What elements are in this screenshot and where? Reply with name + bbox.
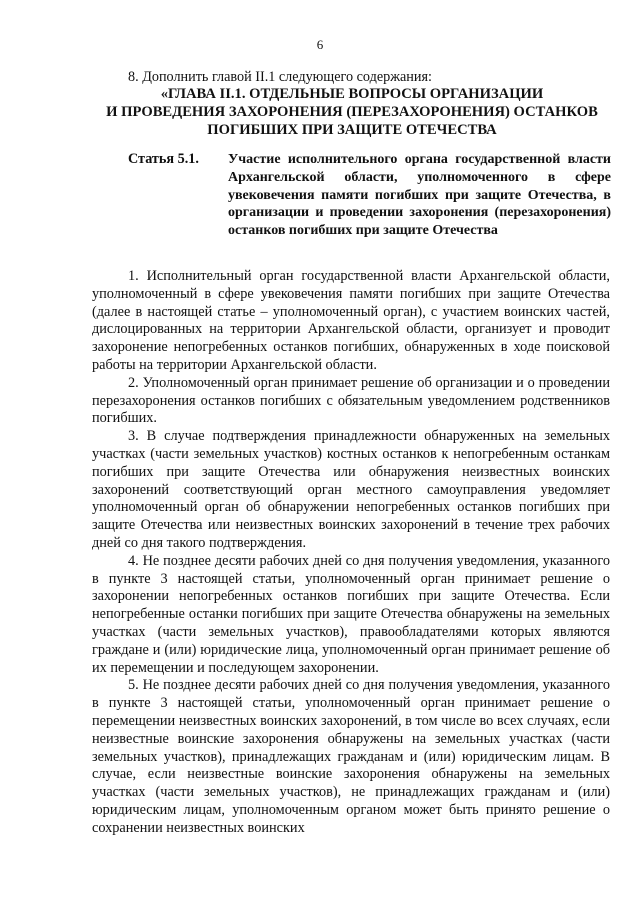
- article-title: Участие исполнительного органа государственной власти Архангельской области, уполномоченного в сфере увековечения памяти погибших при защите Отечества, в организации и проведении захоронения (перезахоронения) останков погибших при защите Отечества: [228, 152, 611, 239]
- article-number: Статья 5.1.: [128, 151, 199, 167]
- page-number: 6: [316, 37, 324, 52]
- chapter-title-line: ПОГИБШИХ ПРИ ЗАЩИТЕ ОТЕЧЕСТВА: [207, 122, 497, 138]
- paragraph: 3. В случае подтверждения принадлежности обнаруженных на земельных участках (части земельных участков) костных останков к непогребенным останкам погибших при защите Отечества или обнаружения неизвестных воинских захоронений соответствующий орган местного самоуправления уведомляет уполномоченный орган об обнаружении непогребенных останков погибших при защите Отечества или неизвестных воинских захоронений в течение трех рабочих дней со дня такого подтверждения.: [92, 428, 610, 551]
- paragraph: 2. Уполномоченный орган принимает решение об организации и о проведении перезахоронения останков погибших с обязательным уведомлением родственников погибших.: [92, 374, 610, 427]
- chapter-title: [92, 85, 612, 139]
- paragraph: 1. Исполнительный орган государственной власти Архангельской области, уполномоченный в сфере увековечения памяти погибших при защите Отечества (далее в настоящей статье – уполномоченный орган), с участием воинских частей, дислоцированных на территории Архангельской области, организует и проводит захоронение непогребенных останков погибших, обнаруженных в ходе поисковой работы на территории Архангельской области.: [92, 268, 610, 373]
- paragraph: 5. Не позднее десяти рабочих дней со дня получения уведомления, указанного в пункте 3 настоящей статьи, уполномоченный орган принимает решение о перемещении неизвестных воинских захоронений, в том числе во всех случаях, если неизвестные воинские захоронения обнаружены на земельных участках (части земельных участков), принадлежащих гражданам и (или) юридическим лицам. В случае, если неизвестные воинские захоронения обнаружены на земельных участках (части земельных участков), не принадлежащих гражданам и (или) юридическим лицам, уполномоченным органом может быть принято решение о сохранении неизвестных воинских: [92, 677, 610, 836]
- amendment-intro: 8. Дополнить главой II.1 следующего содержания:: [128, 69, 432, 85]
- chapter-title-line: «ГЛАВА II.1. ОТДЕЛЬНЫЕ ВОПРОСЫ ОРГАНИЗАЦИИ: [160, 86, 544, 102]
- paragraph: 4. Не позднее десяти рабочих дней со дня получения уведомления, указанного в пункте 3 настоящей статьи, уполномоченный орган принимает решение о захоронении непогребенных останков погибших при защите Отечества. Если непогребенные останки погибших при защите Отечества обнаружены на земельных участках (части земельных участков), правообладателями которых являются граждане и (или) юридические лица, уполномоченный орган принимает решение об их перемещении и последующем захоронении.: [92, 552, 610, 676]
- chapter-title-line: И ПРОВЕДЕНИЯ ЗАХОРОНЕНИЯ (ПЕРЕЗАХОРОНЕНИЯ) ОСТАНКОВ: [106, 104, 598, 120]
- article-body: [92, 268, 610, 838]
